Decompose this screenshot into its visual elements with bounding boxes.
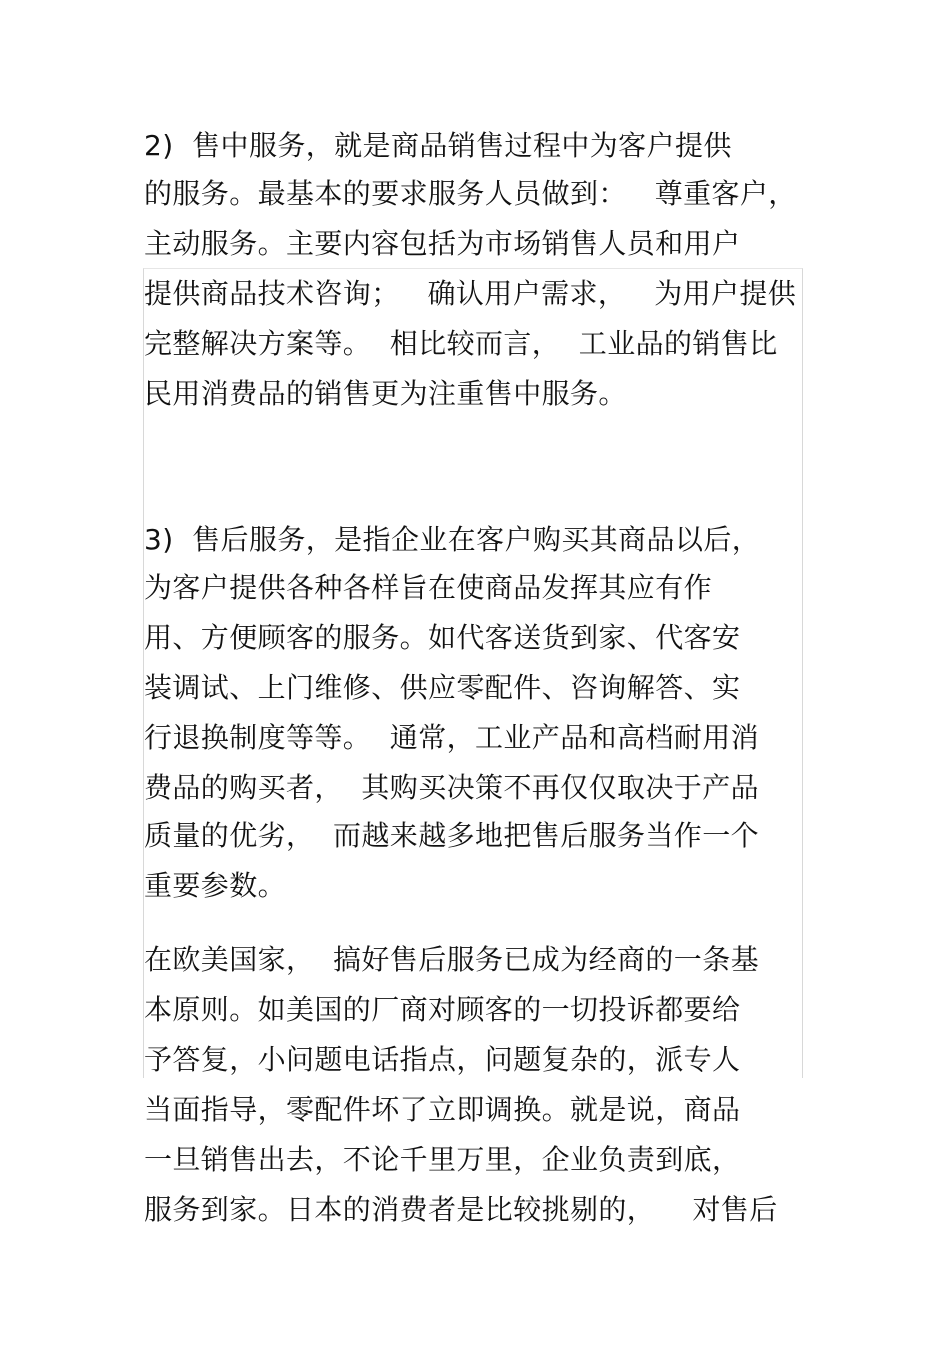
paragraph-1-line-5: 完整解决方案等。 相比较而言， 工业品的销售比 bbox=[144, 327, 778, 360]
paragraph-2-line-5: 行退换制度等等。 通常，工业产品和高档耐用消 bbox=[144, 721, 760, 754]
paragraph-2-line-1: 3) 售后服务，是指企业在客户购买其商品以后， bbox=[144, 523, 761, 556]
paragraph-2-line-4: 装调试、上门维修、供应零配件、咨询解答、实 bbox=[144, 671, 741, 704]
paragraph-2-line-2: 为客户提供各种各样旨在使商品发挥其应有作 bbox=[144, 571, 713, 604]
paragraph-3-line-2: 本原则。如美国的厂商对顾客的一切投诉都要给 bbox=[144, 993, 741, 1026]
paragraph-3-line-1: 在欧美国家， 搞好售后服务已成为经商的一条基 bbox=[144, 943, 760, 976]
paragraph-1-line-3: 主动服务。主要内容包括为市场销售人员和用户 bbox=[144, 227, 741, 260]
paragraph-3-line-3: 予答复，小问题电话指点，问题复杂的，派专人 bbox=[144, 1043, 741, 1076]
paragraph-1-line-2: 的服务。最基本的要求服务人员做到： 尊重客户， bbox=[144, 177, 797, 210]
paragraph-2-line-7: 质量的优劣， 而越来越多地把售后服务当作一个 bbox=[144, 819, 760, 852]
paragraph-2-line-8: 重要参数。 bbox=[144, 869, 287, 902]
paragraph-1-line-4: 提供商品技术咨询； 确认用户需求， 为用户提供 bbox=[144, 277, 797, 310]
paragraph-1-line-6: 民用消费品的销售更为注重售中服务。 bbox=[144, 377, 627, 410]
paragraph-2-line-3: 用、方便顾客的服务。如代客送货到家、代客安 bbox=[144, 621, 741, 654]
paragraph-3-line-6: 服务到家。日本的消费者是比较挑剔的， 对售后 bbox=[144, 1193, 778, 1226]
paragraph-2-line-6: 费品的购买者， 其购买决策不再仅仅取决于产品 bbox=[144, 771, 760, 804]
paragraph-3-line-4: 当面指导，零配件坏了立即调换。就是说，商品 bbox=[144, 1093, 741, 1126]
paragraph-1-line-1: 2) 售中服务，就是商品销售过程中为客户提供 bbox=[144, 129, 732, 162]
paragraph-3-line-5: 一旦销售出去，不论千里万里，企业负责到底， bbox=[144, 1143, 741, 1176]
